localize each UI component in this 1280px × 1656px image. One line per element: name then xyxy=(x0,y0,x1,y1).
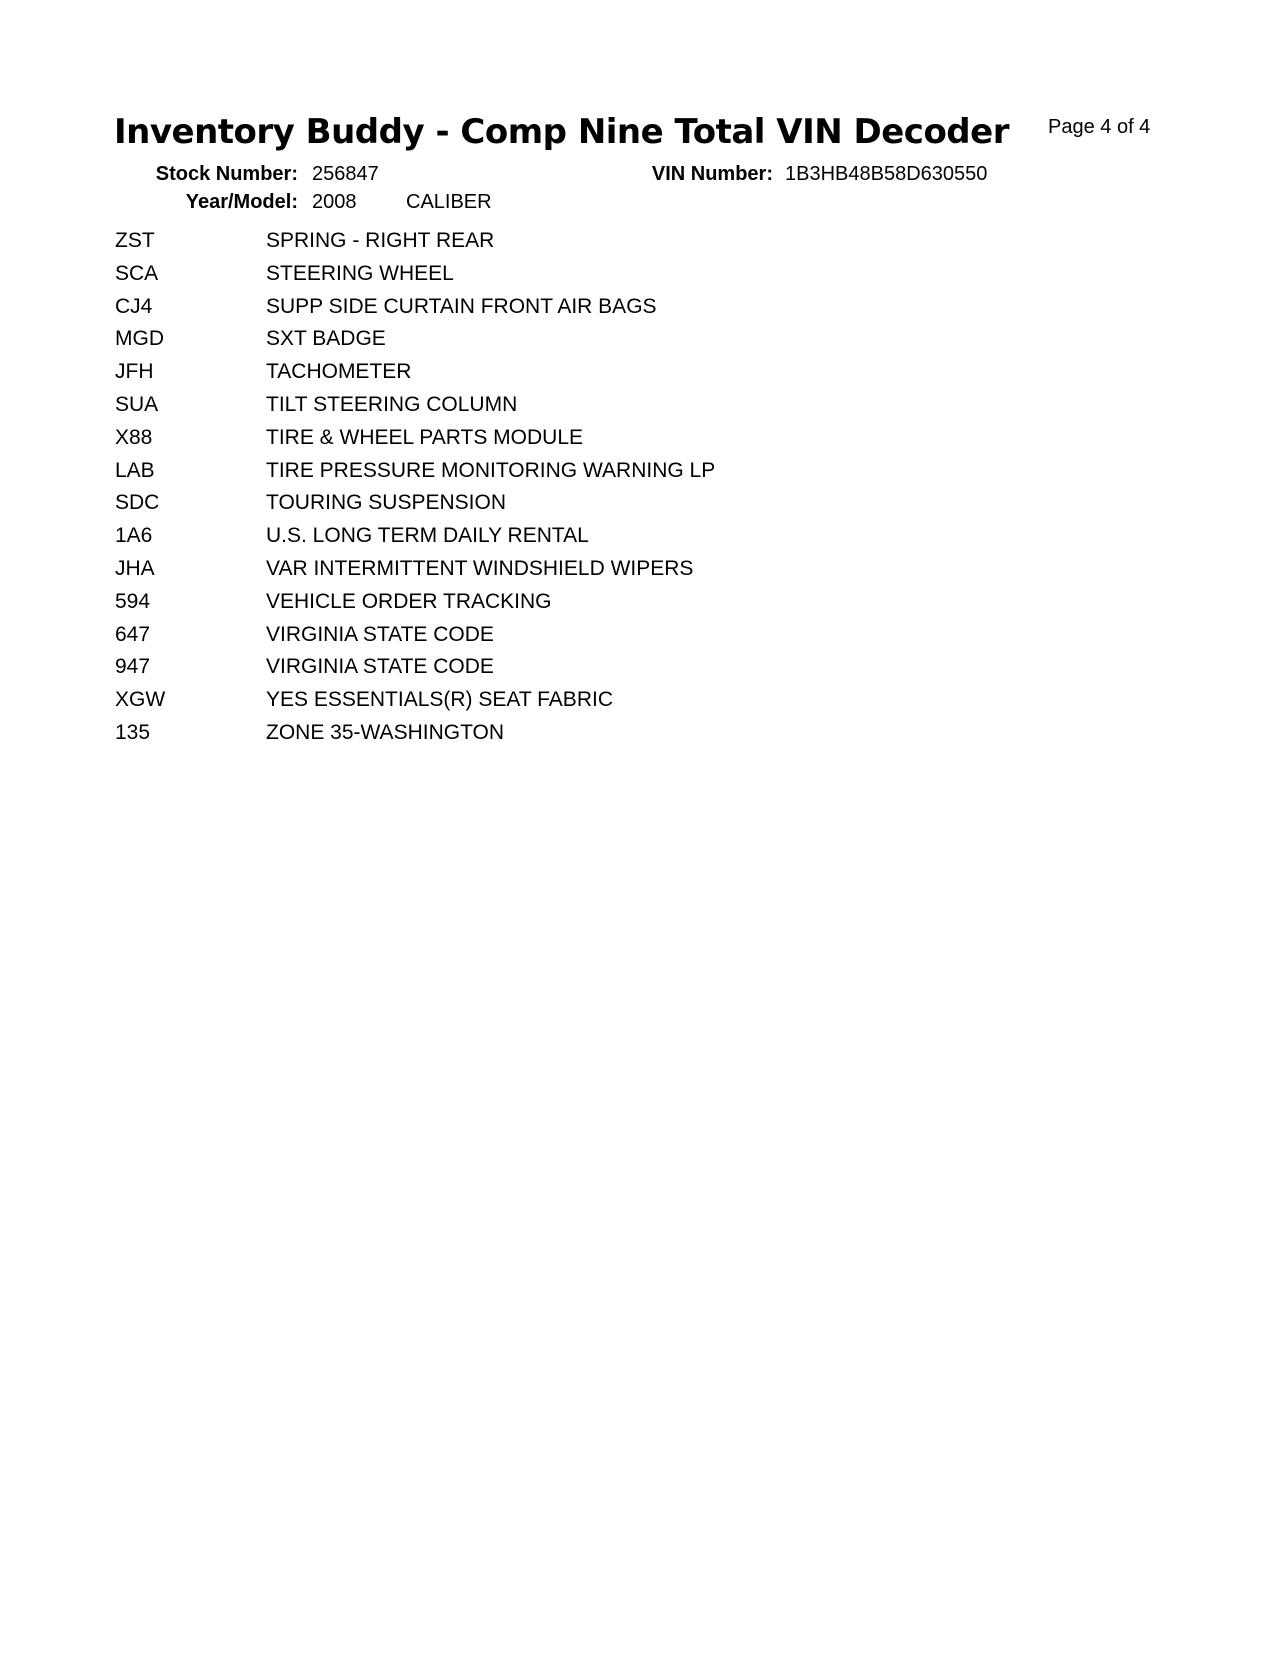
list-item xyxy=(115,688,715,721)
option-code: 594 xyxy=(115,589,151,613)
list-item xyxy=(115,524,715,557)
option-description: VIRGINIA STATE CODE xyxy=(266,655,494,679)
list-item xyxy=(115,459,715,492)
option-description: TIRE PRESSURE MONITORING WARNING LP xyxy=(266,458,716,482)
year-value: 2008 xyxy=(312,191,357,213)
option-code: 647 xyxy=(115,622,151,646)
option-code: SDC xyxy=(115,491,160,515)
option-code: SCA xyxy=(115,261,159,285)
option-code: LAB xyxy=(115,458,155,482)
option-description: U.S. LONG TERM DAILY RENTAL xyxy=(266,524,589,548)
option-description: SPRING - RIGHT REAR xyxy=(266,229,495,252)
year-model-label: Year/Model: xyxy=(185,191,298,213)
list-item xyxy=(115,721,715,754)
option-code: XGW xyxy=(115,688,166,712)
option-description: STEERING WHEEL xyxy=(266,261,454,285)
option-description: YES ESSENTIALS(R) SEAT FABRIC xyxy=(266,688,613,712)
option-code: 135 xyxy=(115,720,151,744)
option-code: SUA xyxy=(115,392,159,416)
list-item xyxy=(115,262,715,295)
model-value: CALIBER xyxy=(406,191,492,213)
list-item xyxy=(115,426,715,459)
option-description: SXT BADGE xyxy=(266,327,386,351)
option-code: X88 xyxy=(115,425,153,449)
option-code: JFH xyxy=(115,360,154,384)
option-code: 947 xyxy=(115,655,151,679)
document-title: Inventory Buddy - Comp Nine Total VIN Decoder xyxy=(114,112,1009,152)
list-item xyxy=(115,623,715,656)
option-code: JHA xyxy=(115,556,155,580)
list-item xyxy=(115,360,715,393)
option-description: TIRE & WHEEL PARTS MODULE xyxy=(266,425,583,449)
list-item xyxy=(115,655,715,688)
list-item xyxy=(115,229,715,262)
vin-number-value: 1B3HB48B58D630550 xyxy=(785,163,988,185)
option-code: CJ4 xyxy=(115,294,153,318)
stock-number-value: 256847 xyxy=(312,163,379,185)
stock-number-label: Stock Number: xyxy=(155,163,298,185)
option-description: TOURING SUSPENSION xyxy=(266,491,506,515)
option-description: VAR INTERMITTENT WINDSHIELD WIPERS xyxy=(266,556,694,580)
option-description: TACHOMETER xyxy=(266,360,412,384)
option-code: MGD xyxy=(115,327,164,351)
option-code-list xyxy=(115,229,715,754)
list-item xyxy=(115,393,715,426)
option-description: VIRGINIA STATE CODE xyxy=(266,622,494,646)
list-item xyxy=(115,590,715,623)
option-description: ZONE 35-WASHINGTON xyxy=(266,720,505,744)
list-item xyxy=(115,557,715,590)
option-description: TILT STEERING COLUMN xyxy=(266,392,518,416)
page-number: Page 4 of 4 xyxy=(1048,116,1151,138)
option-code: ZST xyxy=(115,229,155,252)
option-description: VEHICLE ORDER TRACKING xyxy=(266,589,552,613)
vin-number-label: VIN Number: xyxy=(651,163,773,185)
list-item xyxy=(115,491,715,524)
option-description: SUPP SIDE CURTAIN FRONT AIR BAGS xyxy=(266,294,657,318)
list-item xyxy=(115,327,715,360)
option-code: 1A6 xyxy=(115,524,153,548)
list-item xyxy=(115,295,715,328)
